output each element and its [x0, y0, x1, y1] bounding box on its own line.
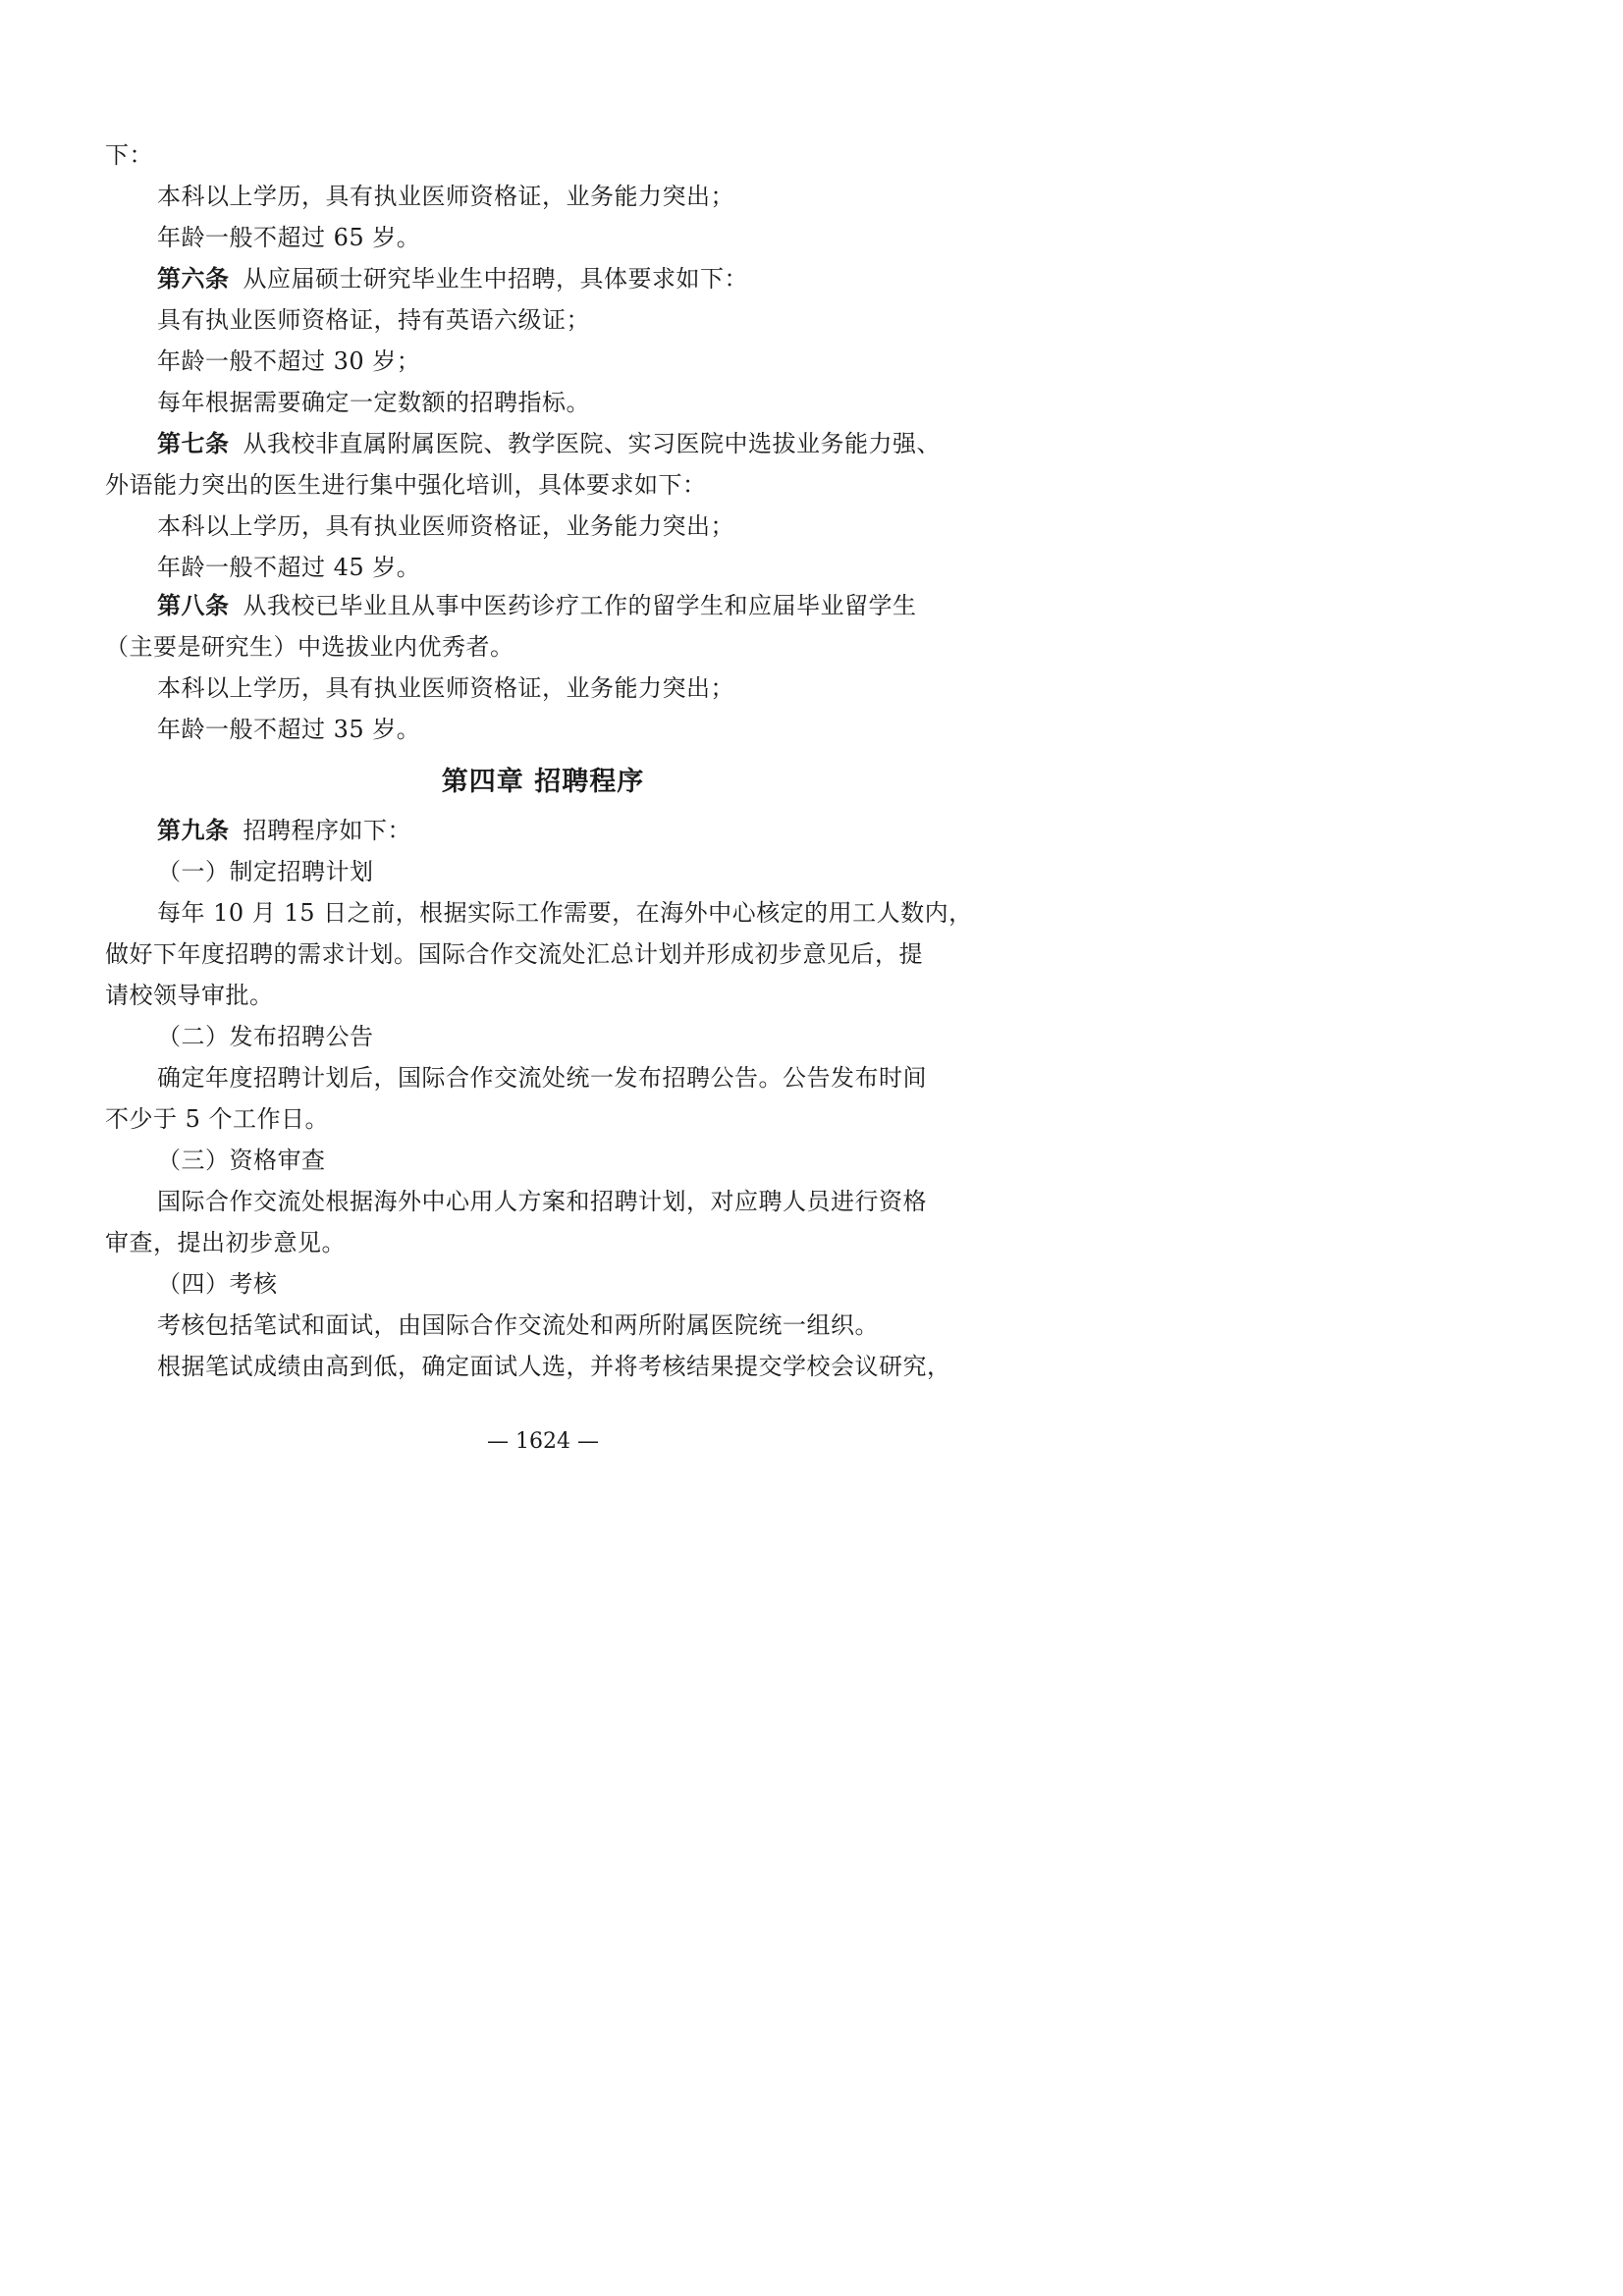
text-line: 本科以上学历，具有执业医师资格证，业务能力突出；	[157, 183, 734, 210]
article-label: 第八条	[157, 592, 230, 619]
text-line: 审查，提出初步意见。	[105, 1229, 346, 1256]
article-label: 第九条	[157, 817, 230, 844]
text-line: 年龄一般不超过 35 岁。	[157, 716, 421, 743]
section-heading: （一）制定招聘计划	[157, 858, 374, 885]
text-line: 年龄一般不超过 65 岁。	[157, 224, 421, 251]
text-line: 每年 10 月 15 日之前，根据实际工作需要，在海外中心核定的用工人数内，	[157, 899, 973, 927]
text-line: 外语能力突出的医生进行集中强化培训，具体要求如下：	[105, 471, 707, 499]
page-number: — 1624 —	[487, 1429, 599, 1454]
text-line: 本科以上学历，具有执业医师资格证，业务能力突出；	[157, 674, 734, 702]
text-line: 做好下年度招聘的需求计划。国际合作交流处汇总计划并形成初步意见后，提	[105, 940, 923, 968]
section-heading: （二）发布招聘公告	[157, 1023, 374, 1050]
text-line: 具有执业医师资格证，持有英语六级证；	[157, 306, 590, 334]
document-page	[0, 0, 1086, 1535]
text-line: 招聘程序如下：	[243, 817, 411, 844]
text-line: 年龄一般不超过 45 岁。	[157, 554, 421, 581]
article-seven	[157, 427, 984, 460]
article-label: 第六条	[157, 265, 230, 293]
text-line: （主要是研究生）中选拔业内优秀者。	[105, 633, 514, 661]
section-heading: （三）资格审查	[157, 1147, 326, 1174]
text-line: 考核包括笔试和面试，由国际合作交流处和两所附属医院统一组织。	[157, 1311, 879, 1339]
text-line: 每年根据需要确定一定数额的招聘指标。	[157, 389, 590, 416]
chapter-heading: 第四章 招聘程序	[441, 767, 645, 797]
text-line: 本科以上学历，具有执业医师资格证，业务能力突出；	[157, 512, 734, 540]
text-line: 年龄一般不超过 30 岁；	[157, 347, 421, 375]
section-heading: （四）考核	[157, 1270, 278, 1298]
text-line: 从我校已毕业且从事中医药诊疗工作的留学生和应届毕业留学生	[243, 592, 917, 619]
text-line: 确定年度招聘计划后，国际合作交流处统一发布招聘公告。公告发布时间	[157, 1064, 927, 1092]
article-eight	[157, 589, 984, 622]
text-line: 国际合作交流处根据海外中心用人方案和招聘计划，对应聘人员进行资格	[157, 1188, 927, 1215]
text-line: 从应届硕士研究毕业生中招聘，具体要求如下：	[243, 265, 748, 293]
article-six	[157, 262, 984, 295]
text-line: 从我校非直属附属医院、教学医院、实习医院中选拔业务能力强、	[243, 430, 941, 457]
text-line: 不少于 5 个工作日。	[105, 1105, 330, 1133]
article-label: 第七条	[157, 430, 230, 457]
article-nine	[157, 814, 984, 847]
text-line: 请校领导审批。	[105, 982, 274, 1009]
text-line: 根据笔试成绩由高到低，确定面试人选，并将考核结果提交学校会议研究，	[157, 1353, 951, 1380]
text-line: 下：	[105, 141, 153, 169]
